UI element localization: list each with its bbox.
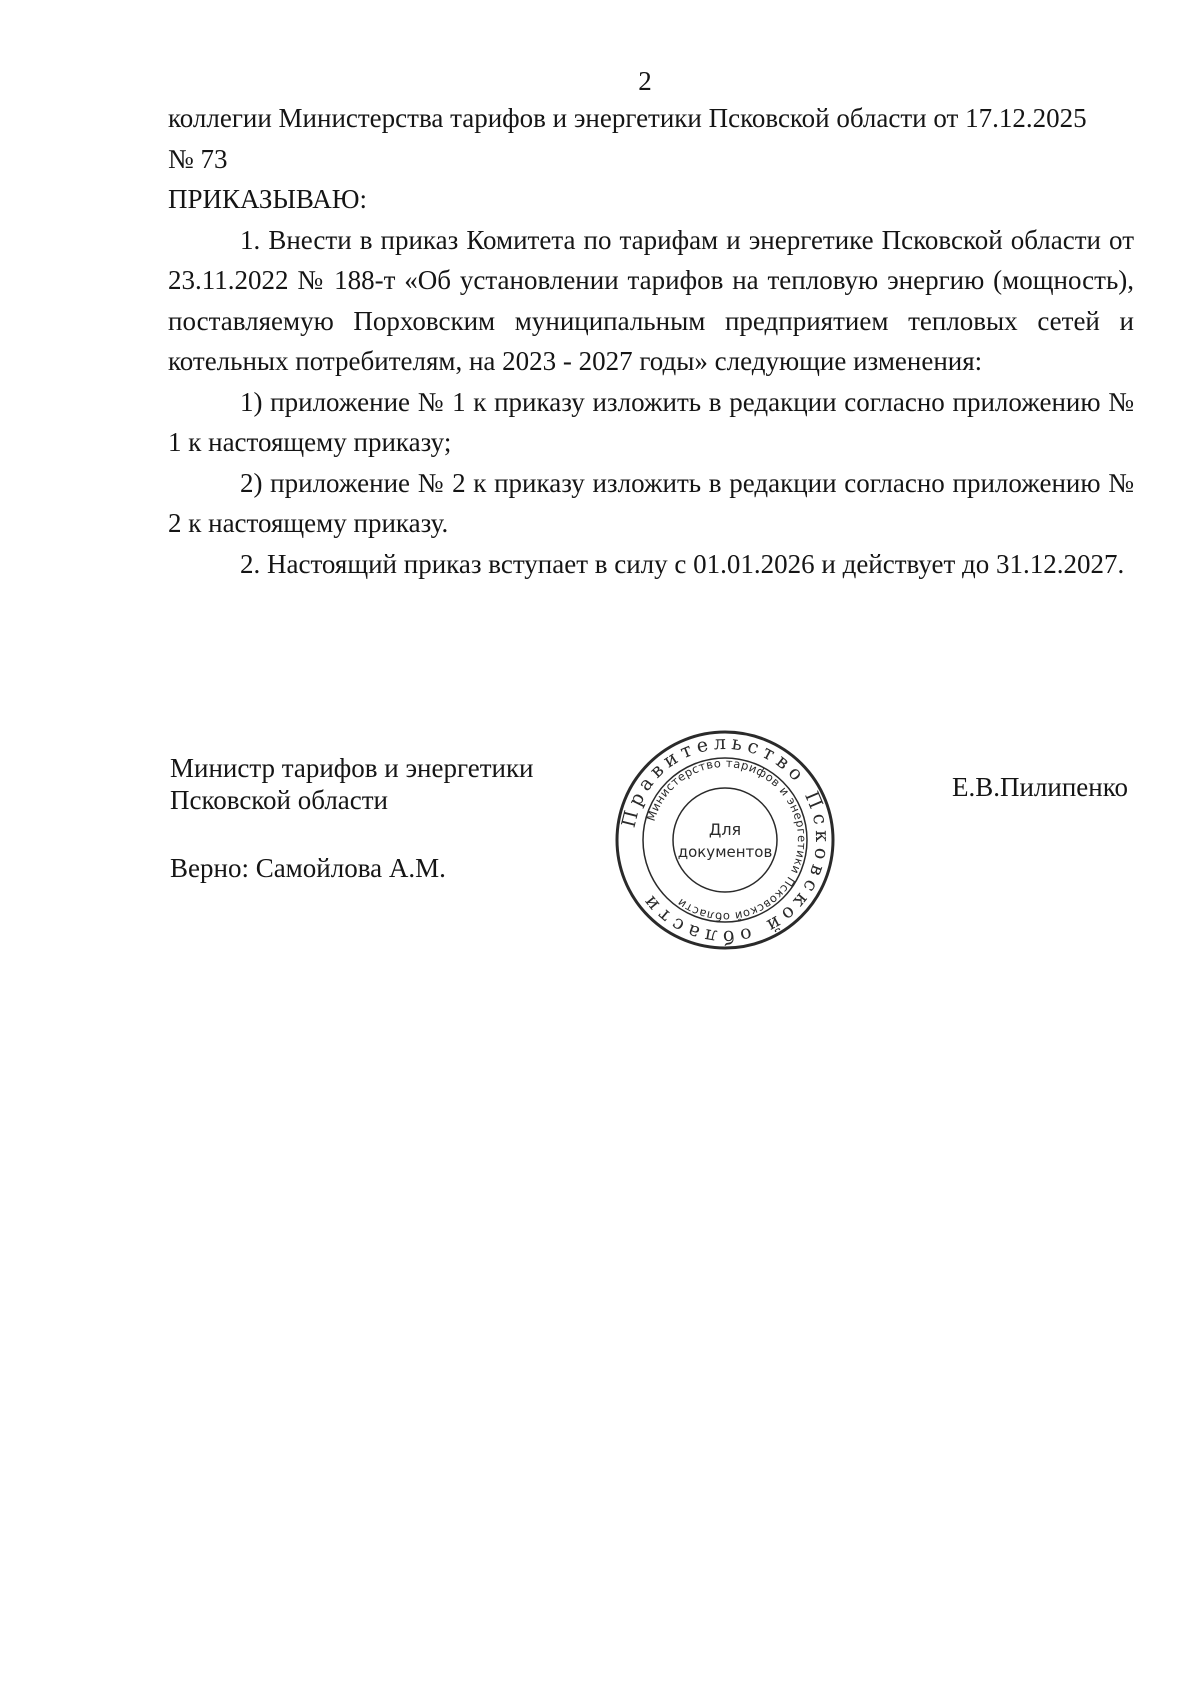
order-heading: ПРИКАЗЫВАЮ: xyxy=(168,184,367,214)
official-seal-stamp xyxy=(612,727,838,953)
page-number: 2 xyxy=(638,66,652,96)
signatory-name: Е.В.Пилипенко xyxy=(951,772,1128,802)
document-body xyxy=(168,98,1134,584)
signatory-title-line-2: Псковской области xyxy=(170,785,389,815)
seal-inner-text: Министерство тарифов и энергетики Псковской области xyxy=(643,755,810,925)
seal-center-line-2: документов xyxy=(677,843,773,861)
signatory-title xyxy=(170,752,534,816)
paragraph-1-sub-2: 2) приложение № 2 к приказу изложить в редакции согласно приложению № 2 к настоящему приказу. xyxy=(168,467,1134,538)
preamble-line-2: № 73 xyxy=(168,143,228,174)
paragraph-2: 2. Настоящий приказ вступает в силу с 01.01.2026 и действует до 31.12.2027. xyxy=(240,548,1125,579)
paragraph-1-sub-1: 1) приложение № 1 к приказу изложить в редакции согласно приложению № 1 к настоящему приказу; xyxy=(168,386,1134,457)
seal-center-line-1: Для xyxy=(708,820,742,839)
signatory-title-line-1: Министр тарифов и энергетики xyxy=(170,753,534,783)
preamble-line-1: коллегии Министерства тарифов и энергетики Псковской области от 17.12.2025 xyxy=(168,103,1087,133)
verified-by: Верно: Самойлова А.М. xyxy=(170,853,446,883)
paragraph-1: 1. Внести в приказ Комитета по тарифам и энергетике Псковской области от 23.11.2022 № 188-т «Об установлении тарифов на тепловую энергию (мощность), поставляемую Порховским муниципальным предприятием тепловых сетей и котельных потребителям, на 2023 - 2027 годы» следующие изменения: xyxy=(168,224,1134,376)
seal-inner-ring xyxy=(673,788,777,892)
seal-outer-text: Правительство Псковской области xyxy=(617,731,834,949)
